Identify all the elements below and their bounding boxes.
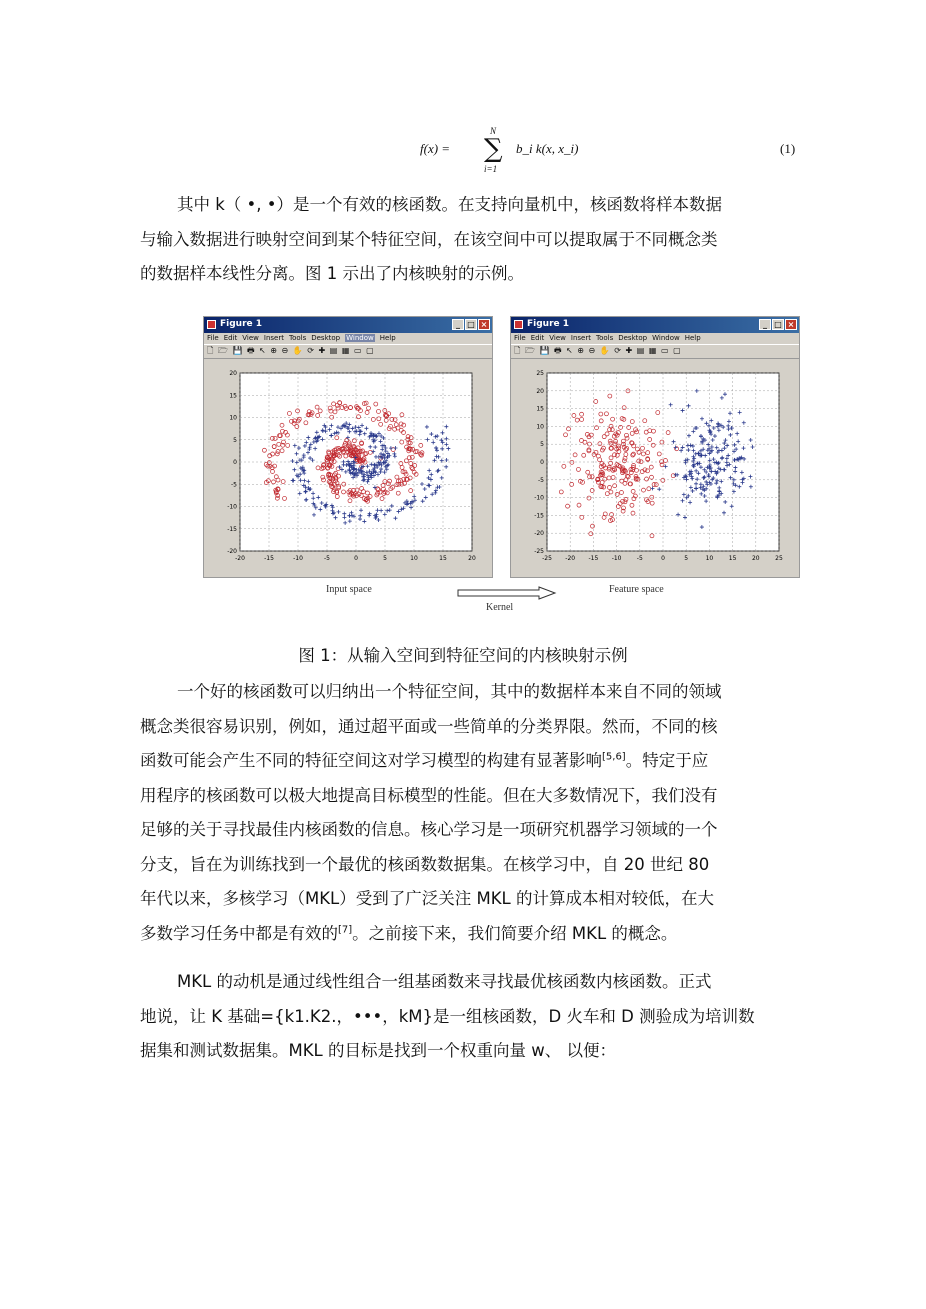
y-tick-label: -15 [227, 525, 237, 533]
x-tick-label: -25 [542, 555, 552, 562]
y-tick-label: -10 [534, 494, 544, 502]
y-tick-label: 15 [536, 405, 544, 413]
equation-expression [420, 126, 680, 186]
minimize-icon[interactable]: _ [759, 319, 771, 330]
x-tick-label: 10 [705, 555, 714, 562]
x-tick-label: -15 [588, 555, 599, 562]
y-tick-label: -5 [538, 476, 544, 484]
x-tick-label: 25 [775, 555, 783, 562]
text-line: 的数据样本线性分离。图 1 示出了内核映射的示例。 [140, 264, 524, 283]
figure-1 [203, 316, 803, 616]
menu-item-insert[interactable]: Insert [570, 334, 591, 342]
x-tick-label: 0 [661, 555, 665, 562]
x-tick-label: 15 [439, 555, 447, 562]
x-tick-label: -20 [565, 555, 576, 562]
toolbar[interactable]: 🗋 🗁 💾 🖶 ↖ ⊕ ⊖ ✋ ⟳ ✚ ▤ ▦ ▭ ▢ [511, 344, 799, 359]
text-line: 一个好的核函数可以归纳出一个特征空间，其中的数据样本来自不同的领域 [177, 682, 722, 701]
matlab-icon [207, 320, 216, 329]
menu-bar [511, 333, 799, 344]
x-tick-label: 15 [728, 555, 737, 562]
menu-bar [204, 333, 492, 344]
matlab-icon [514, 320, 523, 329]
text-line: MKL 的动机是通过线性组合一组基函数来寻找最优核函数内核函数。正式 [177, 972, 712, 991]
y-tick-label: -10 [227, 503, 237, 511]
x-tick-label: 10 [410, 555, 418, 562]
menu-item-desktop[interactable]: Desktop [311, 334, 341, 342]
y-tick-label: -20 [227, 548, 237, 555]
text-line: 函数可能会产生不同的特征空间这对学习模型的构建有显著影响[5,6]。特定于应 [140, 751, 709, 770]
toolbar[interactable]: 🗋 🗁 💾 🖶 ↖ ⊕ ⊖ ✋ ⟳ ✚ ▤ ▦ ▭ ▢ [204, 344, 492, 359]
menu-item-view[interactable]: View [242, 334, 259, 342]
text-line: 据集和测试数据集。MKL 的目标是找到一个权重向量 w、 以便： [140, 1041, 616, 1060]
text-line: 地说，让 K 基础={k1.K2.，•••，kM}是一组核函数，D 火车和 D 测验成为培训数 [140, 1006, 755, 1026]
matlab-window-input [203, 316, 493, 578]
x-tick-label: 0 [354, 555, 358, 562]
menu-item-edit[interactable]: Edit [530, 334, 545, 342]
y-tick-label: -20 [534, 530, 544, 538]
text-line: 概念类很容易识别，例如，通过超平面或一些简单的分类界限。然而，不同的核 [140, 716, 718, 736]
scatter-chart [511, 359, 799, 577]
y-tick-label: 0 [540, 459, 544, 466]
sum-upper-limit: N [490, 126, 497, 136]
x-tick-label: -15 [264, 555, 274, 562]
maximize-icon[interactable]: □ [772, 319, 784, 330]
x-tick-label: -5 [324, 555, 330, 562]
menu-item-view[interactable]: View [549, 334, 566, 342]
kernel-label: Kernel [486, 602, 514, 613]
x-tick-label: -10 [293, 555, 303, 562]
x-tick-label: -5 [636, 555, 643, 562]
menu-item-window[interactable]: Window [346, 334, 374, 342]
menu-item-window[interactable]: Window [652, 334, 680, 342]
citation-ref: [7] [338, 924, 353, 935]
matlab-window-feature [510, 316, 800, 578]
y-tick-label: 5 [233, 436, 237, 444]
menu-item-desktop[interactable]: Desktop [618, 334, 648, 342]
y-tick-label: 10 [229, 414, 237, 422]
text-line: 用程序的核函数可以极大地提高目标模型的性能。但在大多数情况下，我们没有 [140, 785, 718, 805]
plot-area [511, 359, 799, 577]
y-tick-label: -5 [231, 481, 237, 489]
text-line: 多数学习任务中都是有效的[7]。之前接下来，我们简要介绍 MKL 的概念。 [140, 923, 678, 943]
text-line: 年代以来，多核学习（MKL）受到了广泛关注 MKL 的计算成本相对较低，在大 [140, 889, 714, 908]
paragraph-mkl [140, 965, 790, 1069]
y-tick-label: 20 [536, 387, 544, 395]
input-space-label: Input space [326, 584, 372, 595]
text-line: 分支，旨在为训练找到一个最优的核函数数据集。在核学习中，自 20 世纪 80 [140, 854, 710, 874]
equation-number: (1) [780, 141, 796, 156]
menu-item-tools[interactable]: Tools [595, 334, 614, 342]
scatter-chart [204, 359, 492, 577]
equation-rhs: b_i k(x, x_i) [516, 141, 579, 156]
x-tick-label: 20 [468, 555, 476, 562]
text-line: 与输入数据进行映射空间到某个特征空间，在该空间中可以提取属于不同概念类 [140, 229, 718, 249]
figure-caption: 图 1：从输入空间到特征空间的内核映射示例 [298, 646, 628, 665]
window-titlebar [204, 317, 492, 333]
y-tick-label: 10 [536, 423, 544, 431]
menu-item-tools[interactable]: Tools [288, 334, 307, 342]
menu-item-file[interactable]: File [514, 334, 526, 342]
close-icon[interactable]: × [785, 319, 797, 330]
menu-item-help[interactable]: Help [684, 334, 701, 342]
menu-item-insert[interactable]: Insert [263, 334, 284, 342]
y-tick-label: 20 [229, 370, 237, 377]
text-line: 其中 k（ •, •）是一个有效的核函数。在支持向量机中，核函数将样本数据 [177, 195, 722, 214]
sum-symbol: ∑ [484, 134, 503, 164]
x-tick-label: -20 [235, 555, 245, 562]
x-tick-label: -10 [611, 555, 622, 562]
y-tick-label: -15 [534, 512, 544, 520]
paragraph-kernel [140, 675, 790, 951]
close-icon[interactable]: × [478, 319, 490, 330]
window-title: Figure 1 [220, 319, 263, 329]
y-tick-label: 5 [540, 441, 544, 449]
kernel-arrow-icon [457, 586, 557, 600]
window-titlebar [511, 317, 799, 333]
feature-space-label: Feature space [609, 584, 664, 595]
menu-item-help[interactable]: Help [379, 334, 396, 342]
y-tick-label: -25 [534, 548, 544, 555]
equation-lhs: f(x) = [420, 141, 451, 156]
paragraph-intro [140, 188, 790, 292]
equation-1 [0, 126, 926, 186]
menu-item-edit[interactable]: Edit [223, 334, 238, 342]
x-tick-label: 5 [383, 555, 387, 562]
menu-item-file[interactable]: File [207, 334, 219, 342]
plot-area [204, 359, 492, 577]
x-tick-label: 20 [751, 555, 760, 562]
y-tick-label: 0 [233, 459, 237, 466]
y-tick-label: 25 [536, 370, 544, 377]
minimize-icon[interactable]: _ [452, 319, 464, 330]
x-tick-label: 5 [684, 555, 689, 562]
citation-ref: [5,6] [602, 751, 626, 763]
sum-lower-limit: i=1 [484, 164, 498, 174]
y-tick-label: 15 [229, 392, 237, 400]
maximize-icon[interactable]: □ [465, 319, 477, 330]
text-line: 足够的关于寻找最佳内核函数的信息。核心学习是一项研究机器学习领域的一个 [140, 820, 718, 839]
window-title: Figure 1 [527, 319, 570, 329]
